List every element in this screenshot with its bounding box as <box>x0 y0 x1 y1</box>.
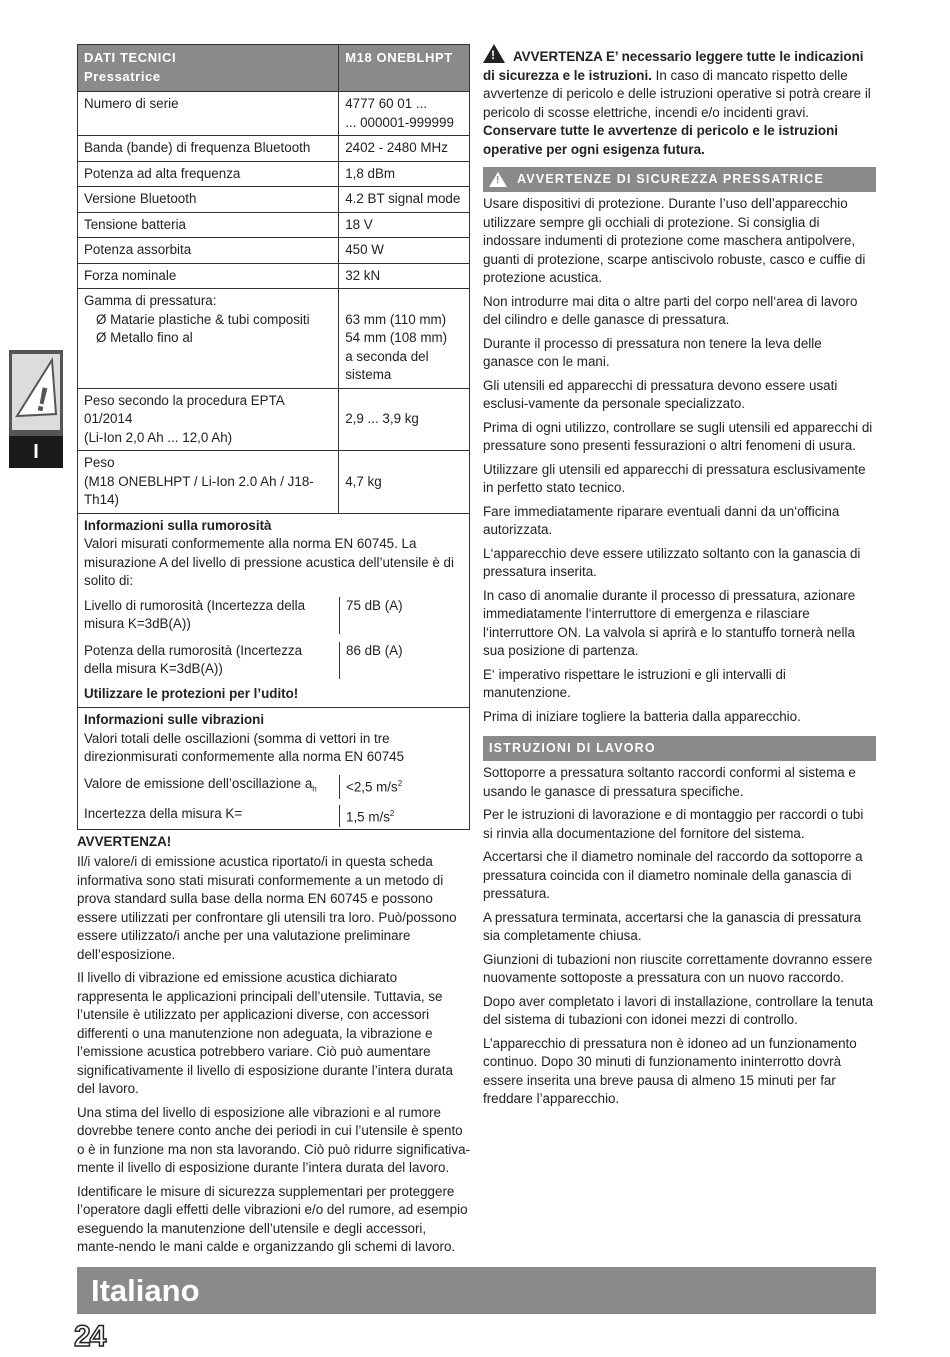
spec-label: Peso <box>84 455 115 470</box>
spec-header-title: DATI TECNICI <box>84 50 177 65</box>
spec-label: Peso secondo la procedura EPTA 01/2014 <box>84 392 284 426</box>
warning-text: In caso di mancato rispetto delle avvertenze di pericolo e delle istruzioni operative si potrà creare il pericolo di scosse elettriche, incendi e/o incidenti gravi. <box>483 67 871 120</box>
work-paragraph: L’apparecchio di pressatura non è idoneo ad un funzionamento continuo. Dopo 30 minuti di funzionamento ininterrotto dovrà essere inserita una breve pausa di almeno 15 minuti per far freddare l’apparecchio. <box>483 1035 857 1106</box>
left-warning-title: AVVERTENZA! <box>77 833 172 849</box>
spec-value: 32 kN <box>339 263 470 289</box>
left-paragraph: Una stima del livello di esposizione alle vibrazioni e al rumore dovrebbe tenere conto anche dei periodi in cui l’utensile è spento o è in funzione ma non sta lavorando. Ciò può ridurre significativa-mente il livello di esposizione durante l’intera durata del lavoro. <box>77 1104 471 1176</box>
spec-value: 1,8 dBm <box>339 161 470 187</box>
spec-label: Gamma di pressatura: <box>84 293 217 308</box>
page-number: 24 <box>74 1320 106 1353</box>
vibration-value: <2,5 m/s <box>346 778 398 794</box>
safety-paragraph: E‘ imperativo rispettare le istruzioni e gli intervalli di manutenzione. <box>483 666 786 700</box>
spec-label: (M18 ONEBLHPT / Li-Ion 2.0 Ah / J18-Th14) <box>84 473 314 507</box>
work-list <box>483 764 876 1109</box>
table-row <box>78 289 470 389</box>
spec-label: Potenza assorbita <box>78 238 339 264</box>
spec-value: sistema <box>345 367 392 382</box>
left-paragraph: Identificare le misure di sicurezza supplementari per proteggere l’operatore dagli effetti delle vibrazioni e/o del rumore, ad esempio eseguendo la manutenzione dell’utensile e degli accessori, mante-nendo le mani calde e organizzando gli schemi di lavoro. <box>77 1183 468 1255</box>
spec-value: 63 mm (110 mm) <box>345 311 447 327</box>
vibration-title: Informazioni sulle vibrazioni <box>84 712 265 727</box>
spec-label: Tensione batteria <box>78 212 339 238</box>
spec-value: 2402 - 2480 MHz <box>339 136 470 162</box>
safety-paragraph: Gli utensili ed apparecchi di pressatura devono essere usati esclusi-vamente da personale specializzato. <box>483 377 838 411</box>
table-row <box>78 388 470 451</box>
work-paragraph: Giunzioni di tubazioni non riuscite correttamente dovranno essere nuovamente sottoposte a pressatura con un nuovo raccordo. <box>483 951 873 985</box>
spec-label: Potenza ad alta frequenza <box>78 161 339 187</box>
spec-value: 450 W <box>339 238 470 264</box>
spec-label: Versione Bluetooth <box>78 187 339 213</box>
vibration-row <box>78 708 470 830</box>
noise-intro: Valori misurati conformemente alla norma EN 60745. La misurazione A del livello di pressione acustica dell’utensile è di solito di: <box>84 536 454 588</box>
spec-value: ... 000001-999999 <box>345 114 454 130</box>
warning-bold: Conservare tutte le avvertenze di pericolo e le istruzioni operative per ogni esigenza futura. <box>483 123 838 157</box>
safety-list <box>483 195 876 726</box>
section-header-safety <box>483 167 876 192</box>
work-paragraph: Sottoporre a pressatura soltanto raccordi conformi al sistema e usando le ganasce di pressatura specifiche. <box>483 765 856 799</box>
warning-bold: AVVERTENZA E’ necessario leggere tutte le indicazioni di sicurezza e le istruzioni. <box>483 49 864 83</box>
language-letter: I <box>9 436 63 468</box>
noise-protect: Utilizzare le protezioni per l’udito! <box>84 685 299 701</box>
spec-header-subtitle: Pressatrice <box>84 68 161 84</box>
vibration-subscript: h <box>312 784 317 794</box>
spec-label: Ø Matarie plastiche & tubi compositi <box>96 311 310 327</box>
spec-label: Ø Metallo fino al <box>96 330 193 345</box>
safety-paragraph: Utilizzare gli utensili ed apparecchi di pressatura esclusivamente in perfetto stato tecnico. <box>483 461 866 495</box>
spec-label: (Li-Ion 2,0 Ah ... 12,0 Ah) <box>84 429 233 445</box>
spec-label: Forza nominale <box>78 263 339 289</box>
table-row <box>78 136 470 162</box>
general-warning <box>483 44 876 159</box>
noise-value: 86 dB (A) <box>346 642 403 658</box>
spec-value: 4777 60 01 ... <box>345 96 428 111</box>
spec-label: Numero di serie <box>78 92 339 136</box>
table-row <box>78 212 470 238</box>
work-paragraph: Dopo aver completato i lavori di installazione, controllare la tenuta del sistema di tubazioni con idonei mezzi di controllo. <box>483 993 874 1027</box>
spec-table <box>77 44 470 830</box>
noise-label: Potenza della rumorosità (Incertezza della misura K=3dB(A)) <box>84 642 340 679</box>
spec-header-row <box>78 45 470 92</box>
table-row <box>78 187 470 213</box>
noise-row <box>78 513 470 708</box>
noise-title: Informazioni sulla rumorosità <box>84 517 272 533</box>
vibration-superscript: 2 <box>397 778 403 788</box>
spec-label: Banda (bande) di frequenza Bluetooth <box>78 136 339 162</box>
vibration-label: Valore de emissione dell’oscillazione a <box>84 775 313 791</box>
spec-value: 18 V <box>339 212 470 238</box>
safety-paragraph: Prima di ogni utilizzo, controllare se sugli utensili ed apparecchi di pressature sono presenti fessurazioni o altri fenomeni di usura. <box>483 419 873 453</box>
vibration-intro: Valori totali delle oscillazioni (somma di vettori in tre direzionmisurati conformemente alla norma EN 60745 <box>84 730 405 764</box>
vibration-superscript: 2 <box>389 808 395 818</box>
left-column <box>77 44 470 1257</box>
safety-paragraph: Prima di iniziare togliere la batteria dalla apparecchio. <box>483 708 801 724</box>
table-row <box>78 92 470 136</box>
left-paragraph: Il/i valore/i di emissione acustica riportato/i in questa scheda informativa sono stati misurati conformemente a un metodo di prova standard sulla base della norma EN 60745 e possono essere utilizzati per confrontare gli utensili tra loro. Può/possono essere utilizzato/i anche per una valutazione preliminare dell’esposizione. <box>77 854 457 962</box>
language-bar: Italiano <box>77 1267 876 1314</box>
spec-value: 54 mm (108 mm) <box>345 330 448 345</box>
spec-value: 2,9 ... 3,9 kg <box>345 411 419 426</box>
warning-icon <box>12 354 60 430</box>
noise-label: Livello di rumorosità (Incertezza della misura K=3dB(A)) <box>84 597 340 634</box>
svg-text:!: ! <box>33 380 52 420</box>
left-paragraph: Il livello di vibrazione ed emissione acustica dichiarato rappresenta le applicazioni principali dell’utensile. Tuttavia, se l’utensile è utilizzato per applicazioni diverse, con accessori differenti o una manutenzione non adeguata, la vibrazione e l’emissione acustica potrebbero variare. Ciò può aumentare significativamente il livello di esposizione durante l’intera durata del lavoro. <box>77 970 453 1097</box>
vibration-label: Incertezza della misura K= <box>84 805 340 827</box>
work-paragraph: A pressatura terminata, accertarsi che la ganascia di pressatura sia completamente chiusa. <box>483 909 862 943</box>
safety-paragraph: Fare immediatamente riparare eventuali danni da un‘officina autorizzata. <box>483 503 840 537</box>
warning-icon <box>483 44 505 63</box>
table-row <box>78 238 470 264</box>
noise-value: 75 dB (A) <box>346 597 403 613</box>
spec-value: 4,7 kg <box>345 473 382 489</box>
safety-paragraph: Durante il processo di pressatura non tenere la leva delle ganasce con le mani. <box>483 335 822 369</box>
work-paragraph: Accertarsi che il diametro nominale del raccordo da sottoporre a pressatura coincida con il diametro nominale della ganascia di pressatura. <box>483 849 863 901</box>
safety-paragraph: In caso di anomalie durante il processo di pressatura, azionare immediatamente l‘interruttore di emergenza e rilasciare l‘interruttore ON. La valvola si aprirà e lo stantuffo tornerà nella sua posizione di partenza. <box>483 587 856 658</box>
safety-paragraph: Usare dispositivi di protezione. Durante l’uso dell’apparecchio utilizzare sempre gli occhiali di protezione. Si consiglia di indossare indumenti di protezione come maschera antipolvere, guanti di protezione, scarpe antiscivolo robuste, casco e cuffie di protezione acustica. <box>483 196 866 285</box>
table-row <box>78 161 470 187</box>
vibration-value: 1,5 m/s <box>346 809 390 825</box>
spec-header-model: M18 ONEBLHPT <box>339 45 470 92</box>
section-title: ISTRUZIONI DI LAVORO <box>489 741 656 756</box>
section-header-work <box>483 736 876 761</box>
spec-value: a seconda del <box>345 348 429 364</box>
safety-paragraph: Non introdurre mai dita o altre parti del corpo nell‘area di lavoro del cilindro e delle ganasce di pressatura. <box>483 293 858 327</box>
section-title: AVVERTENZE DI SICUREZZA PRESSATRICE <box>517 172 825 187</box>
safety-paragraph: L‘apparecchio deve essere utilizzato soltanto con la ganascia di pressatura inserita. <box>483 545 861 579</box>
work-paragraph: Per le istruzioni di lavorazione e di montaggio per raccordi o tubi si rinvia alla documentazione del fornitore del sistema. <box>483 807 864 841</box>
right-column <box>483 44 876 1109</box>
table-row <box>78 451 470 514</box>
table-row <box>78 263 470 289</box>
spec-value: 4.2 BT signal mode <box>339 187 470 213</box>
warning-icon <box>489 172 507 187</box>
